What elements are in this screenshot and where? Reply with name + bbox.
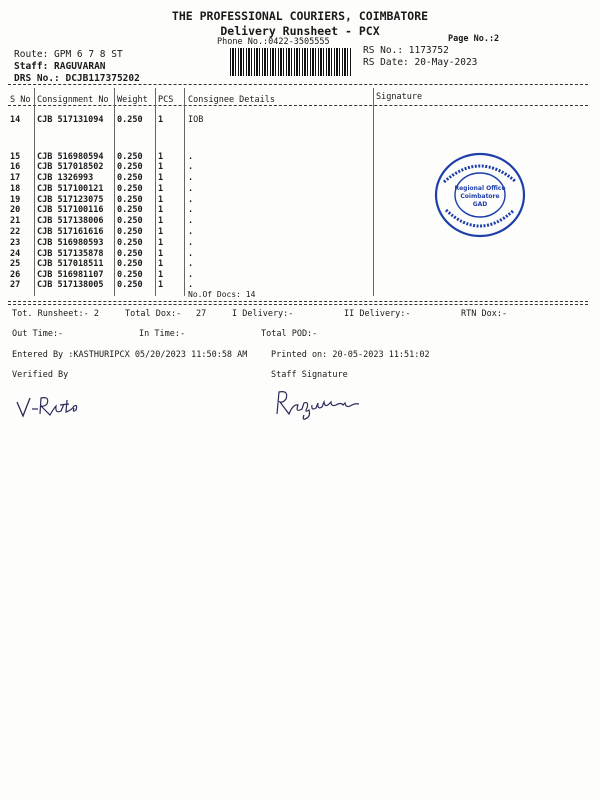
row-weight: 0.250 [117, 195, 143, 205]
row-consignment: CJB 517100121 [37, 184, 104, 194]
column-header-weight: Weight [117, 95, 148, 105]
staff-signature-label: Staff Signature [271, 370, 348, 380]
row-pcs: 1 [158, 227, 164, 237]
divider [8, 301, 588, 302]
total-pod: Total POD:- [261, 329, 318, 339]
row-details: . [188, 195, 194, 205]
row-sno: 21 [10, 216, 21, 226]
column-header-consignment: Consignment No [37, 95, 109, 105]
row-consignment: CJB 517135878 [37, 249, 104, 259]
row-sno: 27 [10, 280, 21, 290]
row-consignment: CJB 517100116 [37, 205, 104, 215]
in-time: In Time:- [139, 329, 186, 339]
row-sno: 14 [10, 115, 21, 125]
row-details: . [188, 152, 194, 162]
rtn-dox: RTN Dox:- [461, 309, 508, 319]
row-weight: 0.250 [117, 184, 143, 194]
row-weight: 0.250 [117, 249, 143, 259]
row-pcs: 1 [158, 152, 164, 162]
column-rule [34, 88, 35, 296]
row-consignment: CJB 517138005 [37, 280, 104, 290]
row-sno: 15 [10, 152, 21, 162]
staff-name: Staff: RAGUVARAN [14, 61, 106, 72]
row-sno: 25 [10, 259, 21, 269]
row-details: IOB [188, 115, 204, 125]
divider [8, 105, 588, 106]
column-header-signature: Signature [376, 92, 423, 102]
divider [8, 304, 588, 305]
row-details: . [188, 205, 194, 215]
row-pcs: 1 [158, 259, 164, 269]
document-title: Delivery Runsheet - PCX [220, 24, 380, 38]
row-details: . [188, 162, 194, 172]
row-details: . [188, 184, 194, 194]
office-seal [434, 152, 526, 238]
verified-by-label: Verified By [12, 370, 69, 380]
total-dox-value: 27 [196, 309, 207, 319]
row-pcs: 1 [158, 270, 164, 280]
row-consignment: CJB 517161616 [37, 227, 104, 237]
out-time: Out Time:- [12, 329, 64, 339]
row-weight: 0.250 [117, 152, 143, 162]
row-details: . [188, 249, 194, 259]
row-details: . [188, 216, 194, 226]
row-consignment: CJB 517123075 [37, 195, 104, 205]
row-weight: 0.250 [117, 162, 143, 172]
row-pcs: 1 [158, 238, 164, 248]
row-details: . [188, 259, 194, 269]
row-pcs: 1 [158, 184, 164, 194]
row-consignment: CJB 516981107 [37, 270, 104, 280]
route: Route: GPM 6 7 8 ST [14, 49, 123, 60]
row-sno: 24 [10, 249, 21, 259]
row-weight: 0.250 [117, 280, 143, 290]
row-weight: 0.250 [117, 270, 143, 280]
seal-line: GAD [472, 201, 488, 208]
phone-number: Phone No.:0422-3505555 [217, 37, 330, 47]
column-header-pcs: PCS [158, 95, 174, 105]
row-sno: 19 [10, 195, 21, 205]
staff-signature [273, 386, 369, 422]
divider [8, 84, 588, 85]
ii-delivery: II Delivery:- [344, 309, 411, 319]
row-pcs: 1 [158, 115, 164, 125]
row-consignment: CJB 517018511 [37, 259, 104, 269]
row-pcs: 1 [158, 173, 164, 183]
row-pcs: 1 [158, 249, 164, 259]
row-details: . [188, 270, 194, 280]
row-sno: 26 [10, 270, 21, 280]
row-pcs: 1 [158, 162, 164, 172]
total-runsheet: Tot. Runsheet:- 2 [12, 309, 99, 319]
entered-by: Entered By :KASTHURIPCX 05/20/2023 11:50:58 AM [12, 350, 248, 360]
row-details: . [188, 173, 194, 183]
i-delivery: I Delivery:- [232, 309, 294, 319]
row-consignment: CJB 1326993 [37, 173, 94, 183]
row-consignment: CJB 516980594 [37, 152, 104, 162]
column-rule [114, 88, 115, 296]
row-weight: 0.250 [117, 259, 143, 269]
row-sno: 17 [10, 173, 21, 183]
row-sno: 20 [10, 205, 21, 215]
row-weight: 0.250 [117, 115, 143, 125]
document-count: No.Of Docs: 14 [188, 290, 256, 299]
row-pcs: 1 [158, 216, 164, 226]
row-weight: 0.250 [117, 205, 143, 215]
verifier-signature [14, 390, 94, 422]
row-consignment: CJB 516980593 [37, 238, 104, 248]
column-rule [155, 88, 156, 296]
row-weight: 0.250 [117, 238, 143, 248]
row-weight: 0.250 [117, 216, 143, 226]
rs-number: RS No.: 1173752 [363, 45, 449, 56]
column-rule [184, 88, 185, 296]
rs-date: RS Date: 20-May-2023 [363, 57, 478, 68]
row-sno: 23 [10, 238, 21, 248]
row-consignment: CJB 517131094 [37, 115, 104, 125]
row-sno: 22 [10, 227, 21, 237]
page-number: Page No.:2 [448, 34, 500, 44]
column-header-sno: S No [10, 95, 31, 105]
column-header-consignee: Consignee Details [188, 95, 275, 105]
row-pcs: 1 [158, 280, 164, 290]
seal-line: Coimbatore [460, 193, 500, 200]
row-pcs: 1 [158, 195, 164, 205]
row-details: . [188, 227, 194, 237]
seal-line: Regional Office [454, 185, 506, 192]
printed-on: Printed on: 20-05-2023 11:51:02 [271, 350, 430, 360]
row-pcs: 1 [158, 205, 164, 215]
row-weight: 0.250 [117, 227, 143, 237]
barcode [230, 48, 352, 76]
row-weight: 0.250 [117, 173, 143, 183]
row-sno: 16 [10, 162, 21, 172]
company-name: THE PROFESSIONAL COURIERS, COIMBATORE [171, 9, 429, 23]
row-details: . [188, 238, 194, 248]
drs-number: DRS No.: DCJB117375202 [14, 73, 140, 84]
row-consignment: CJB 517018502 [37, 162, 104, 172]
total-dox-label: Total Dox:- [125, 309, 182, 319]
row-sno: 18 [10, 184, 21, 194]
column-rule [373, 88, 374, 296]
row-details: . [188, 280, 194, 290]
row-consignment: CJB 517138006 [37, 216, 104, 226]
